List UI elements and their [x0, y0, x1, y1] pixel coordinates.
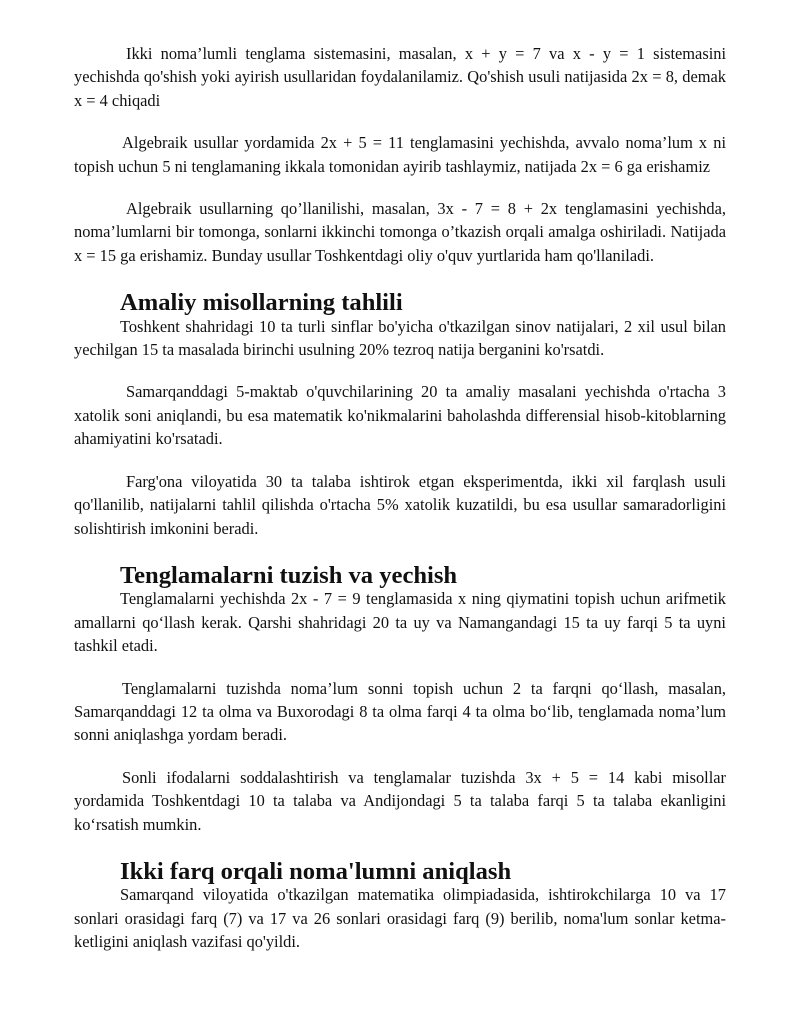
- paragraph-olympiad: Samarqand viloyatida o'tkazilgan matematika olimpiadasida, ishtirokchilarga 10 va 17 sonlari orasidagi farq (7) va 17 va 26 sonlari orasidagi farq (9) berilib, noma'lum sonlar ketma-ketligini aniqlash vazifasi qo'yildi.: [74, 885, 726, 952]
- paragraph-equation-building: Tenglamalarni tuzishda noma’lum sonni topish uchun 2 ta farqni qo‘llash, masalan, Samarqanddagi 12 ta olma va Buxorodagi 8 ta olma farqi 4 ta olma bo‘lib, tenglamada noma’lum sonni aniqlashga yordam beradi.: [74, 678, 726, 745]
- heading-equations: Tenglamalarni tuzish va yechish: [120, 561, 458, 589]
- heading-two-differences: Ikki farq orqali noma'lumni aniqlash: [120, 857, 512, 885]
- paragraph-algebraic-application: Algebraik usullarning qo’llanilishi, masalan, 3x - 7 = 8 + 2x tenglamasini yechishda, noma’lumlarni bir tomonga, sonlarni ikkinchi tomonga o’tkazish orqali amalga oshiriladi. Natijada x = 15 ga erishamiz. Bunday usullar Toshkentdagi oliy o'quv yurtlarida ham qo'llaniladi.: [74, 199, 726, 265]
- paragraph-algebraic-methods: Algebraik usullar yordamida 2x + 5 = 11 tenglamasini yechishda, avvalo noma’lum x ni topish uchun 5 ni tenglamaning ikkala tomonidan ayirib tashlaymiz, natijada 2x = 6 ga erishamiz: [74, 133, 726, 176]
- paragraph-tashkent-test: Toshkent shahridagi 10 ta turli sinflar bo'yicha o'tkazilgan sinov natijalari, 2 xil usul bilan yechilgan 15 ta masalada birinchi usulning 20% tezroq natija berganini ko'rsatdi.: [74, 316, 726, 360]
- paragraph-system-of-equations: Ikki noma’lumli tenglama sistemasini, masalan, x + y = 7 va x - y = 1 sistemasini yechishda qo'shish yoki ayirish usullaridan foydalanilamiz. Qo'shish usuli natijasida 2x = 8, demak x = 4 chiqadi: [74, 44, 726, 110]
- paragraph-samarkand-school: Samarqanddagi 5-maktab o'quvchilarining 20 ta amaliy masalani yechishda o'rtacha 3 xatolik soni aniqlandi, bu esa matematik ko'nikmalarini baholashda differensial hisob-kitoblarning ahamiyatini ko'rsatadi.: [74, 382, 726, 449]
- heading-practical-analysis: Amaliy misollarning tahlili: [120, 289, 403, 317]
- paragraph-fergana-experiment: Farg'ona viloyatida 30 ta talaba ishtirok etgan eksperimentda, ikki xil farqlash usuli qo'llanilib, natijalarni tahlil qilishda o'rtacha 5% xatolik kuzatildi, bu esa usullar samaradorligini solishtirish imkonini beradi.: [74, 471, 726, 538]
- paragraph-simplification: Sonli ifodalarni soddalashtirish va tenglamalar tuzishda 3x + 5 = 14 kabi misollar yordamida Toshkentdagi 10 ta talaba va Andijondagi 5 ta talaba farqi 5 ta talaba ekanligini ko‘rsatish mumkin.: [74, 767, 726, 834]
- paragraph-equation-solving: Tenglamalarni yechishda 2x - 7 = 9 tenglamasida x ning qiymatini topish uchun arifmetik amallarni qo‘llash kerak. Qarshi shahridagi 20 ta uy va Namangandagi 15 ta uy farqi 5 ta uyni tashkil etadi.: [74, 589, 726, 656]
